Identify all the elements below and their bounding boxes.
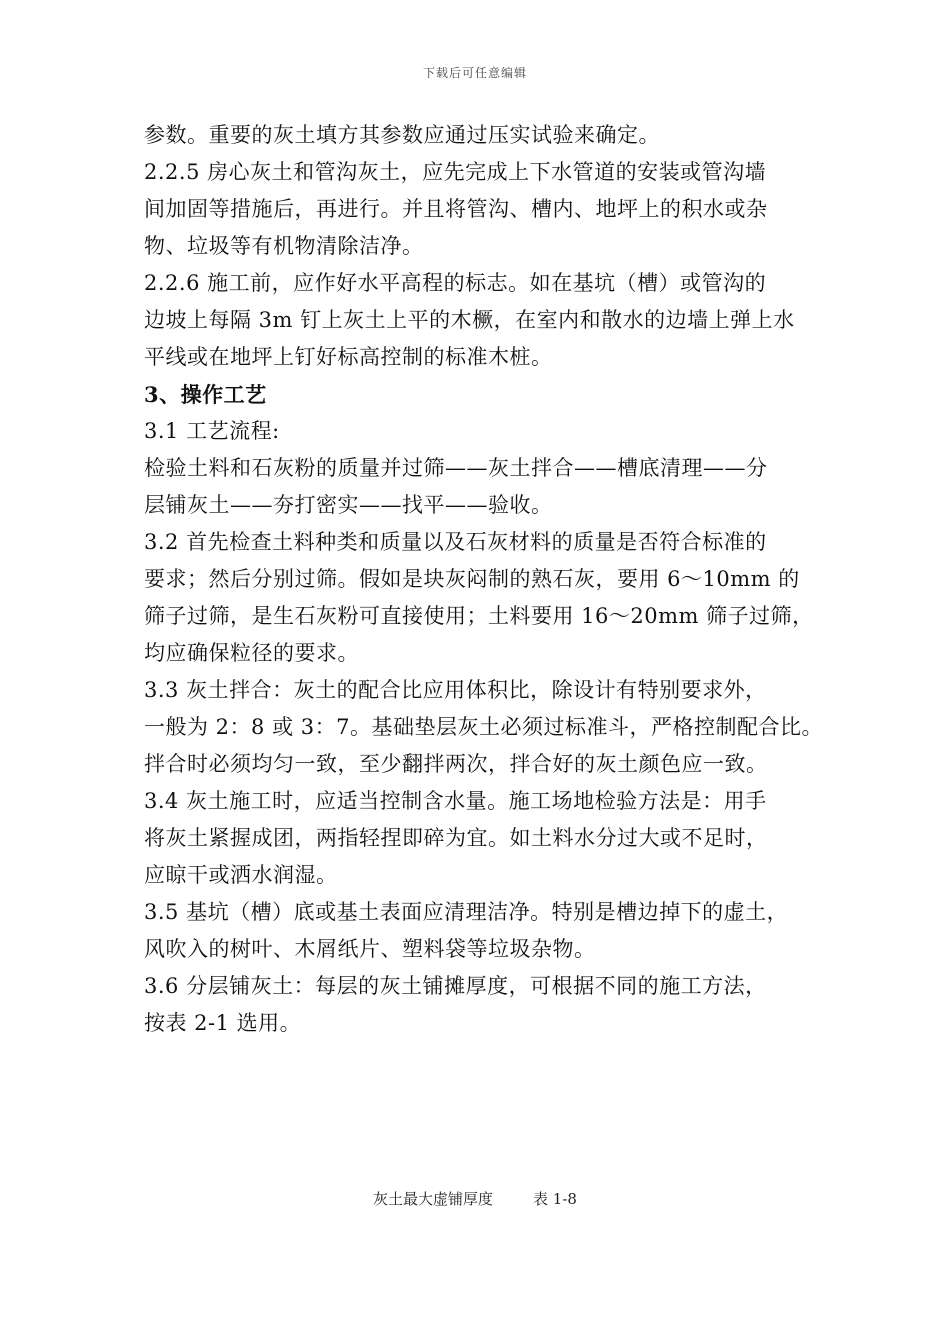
page-header: 下载后可任意编辑 — [422, 66, 527, 80]
text-line: 3.5 基坑（槽）底或基土表面应清理洁净。特别是槽边掉下的虚土， — [144, 900, 789, 924]
document-body — [144, 117, 823, 1042]
text-line: 2.2.6 施工前，应作好水平高程的标志。如在基坑（槽）或管沟的 — [144, 271, 767, 295]
text-line: 风吹入的树叶、木屑纸片、塑料袋等垃圾杂物。 — [144, 937, 596, 961]
text-line: 层铺灰土——夯打密实——找平——验收。 — [144, 493, 553, 517]
text-line: 3.1 工艺流程: — [144, 419, 280, 443]
text-line: 按表 2-1 选用。 — [144, 1011, 302, 1035]
text-line: 间加固等措施后，再进行。并且将管沟、槽内、地坪上的积水或杂 — [144, 197, 768, 221]
table-caption — [0, 1188, 950, 1209]
table-caption-title: 灰土最大虚铺厚度 — [373, 1190, 494, 1208]
text-line: 平线或在地坪上钉好标高控制的标准木桩。 — [144, 345, 553, 369]
section-heading: 3、操作工艺 — [144, 382, 267, 407]
text-line: 物、垃圾等有机物清除洁净。 — [144, 234, 424, 258]
text-line: 拌合时必须均匀一致，至少翻拌两次，拌合好的灰土颜色应一致。 — [144, 752, 768, 776]
text-line: 一般为 2：8 或 3：7。基础垫层灰土必须过标准斗，严格控制配合比。 — [144, 715, 823, 739]
text-line: 筛子过筛，是生石灰粉可直接使用；土料要用 16～20mm 筛子过筛， — [144, 604, 814, 628]
text-line: 3.4 灰土施工时，应适当控制含水量。施工场地检验方法是：用手 — [144, 789, 767, 813]
text-line: 将灰土紧握成团，两指轻捏即碎为宜。如土料水分过大或不足时， — [144, 826, 768, 850]
text-line: 3.2 首先检查土料种类和质量以及石灰材料的质量是否符合标准的 — [144, 530, 767, 554]
text-line: 均应确保粒径的要求。 — [144, 641, 359, 665]
table-caption-number: 表 1-8 — [533, 1190, 577, 1208]
text-line: 3.6 分层铺灰土：每层的灰土铺摊厚度，可根据不同的施工方法， — [144, 974, 767, 998]
text-line: 边坡上每隔 3m 钉上灰土上平的木橛，在室内和散水的边墙上弹上水 — [144, 308, 795, 332]
text-line: 参数。重要的灰土填方其参数应通过压实试验来确定。 — [144, 123, 660, 147]
text-line: 2.2.5 房心灰土和管沟灰土，应先完成上下水管道的安装或管沟墙 — [144, 160, 767, 184]
text-line: 检验土料和石灰粉的质量并过筛——灰土拌合——槽底清理——分 — [144, 456, 768, 480]
text-line: 3.3 灰土拌合：灰土的配合比应用体积比，除设计有特别要求外， — [144, 678, 767, 702]
text-line: 要求；然后分别过筛。假如是块灰闷制的熟石灰，要用 6～10mm 的 — [144, 567, 800, 591]
text-line: 应晾干或洒水润湿。 — [144, 863, 338, 887]
